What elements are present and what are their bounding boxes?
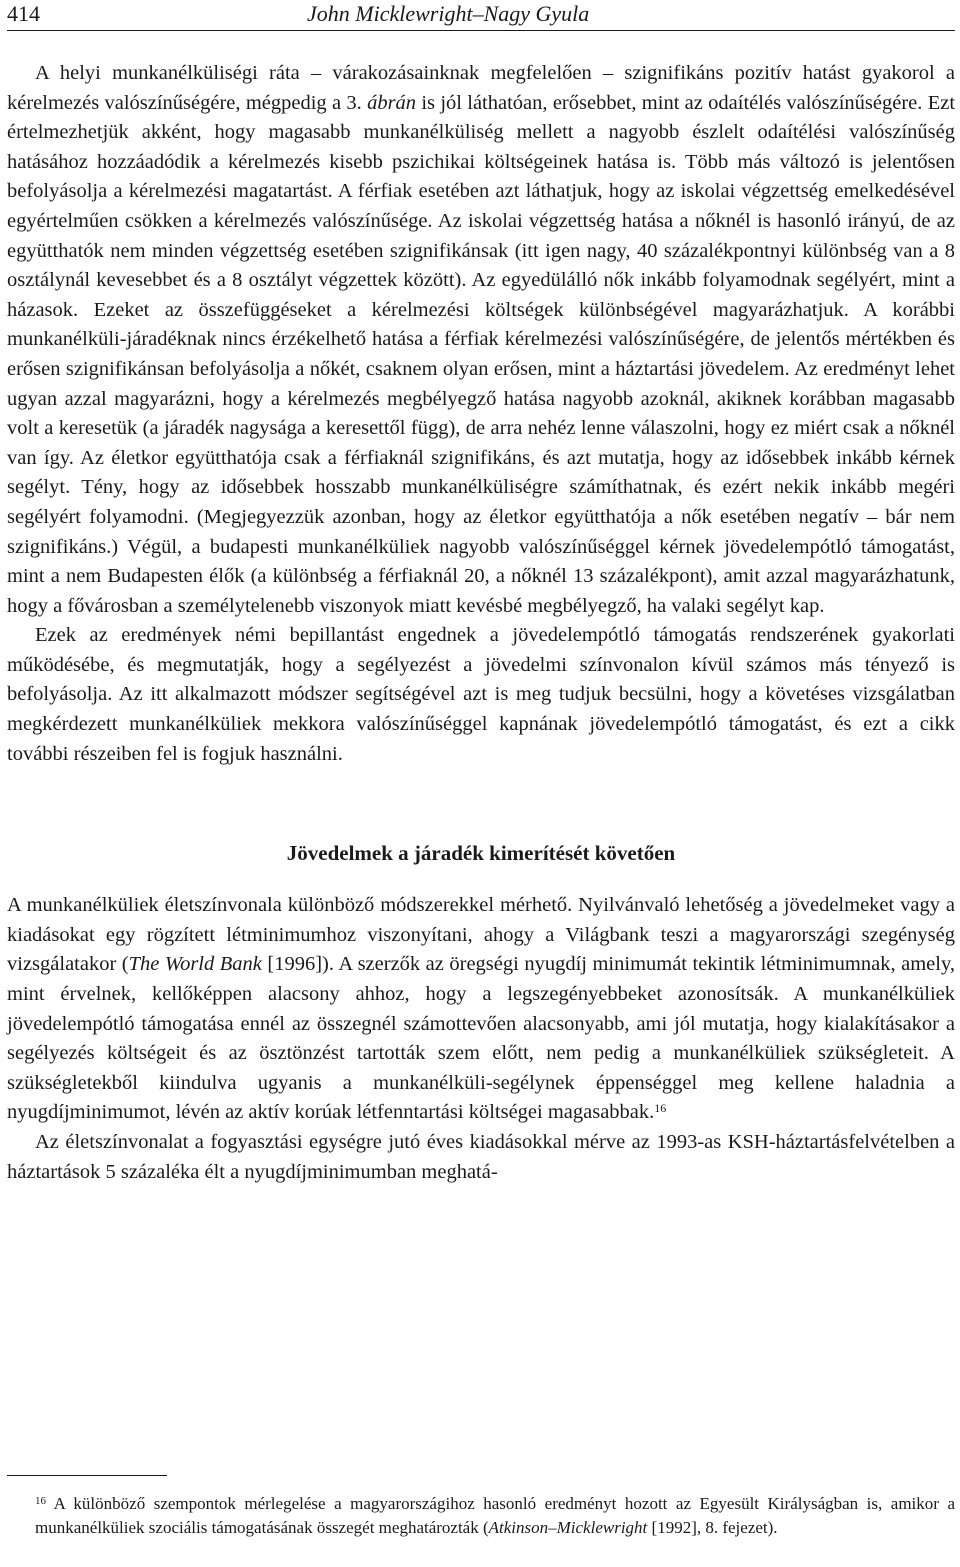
footnote-text-c: [1992], 8. fejezet).: [647, 1518, 778, 1537]
header-rule: [7, 30, 955, 31]
footnote-area: [7, 1475, 955, 1540]
footnote-reference[interactable]: 16: [654, 1101, 667, 1116]
footnote-rule: [7, 1475, 167, 1476]
paragraph-1-text-c: is jól láthatóan, erősebbet, mint az odaítélés valószínűségére. Ezt értelmezhetjük akként, hogy magasabb munkanélküliség mellett a nagyobb észlelt odaítélési valószínűség hatásához hozzáadódik a kérelmezés kisebb pszichikai költségeinek hatása is. Több más változó is jelentősen befolyásolja a kérelmezési magatartást. A férfiak esetében azt láthatjuk, hogy az iskolai végzettség emelkedésével egyértelműen csökken a kérelmezés valószínűsége. Az iskolai végzettség hatása a nőknél is hasonló irányú, de az együtthatók nem minden végzettség esetében szignifikánsak (itt igen nagy, 40 százalékpontnyi különbség van a 8 osztálynál kevesebbet és a 8 osztályt végzettek között). Az egyedülálló nők inkább folyamodnak segélyért, mint a házasok. Ezeket az összefüggéseket a kérelmezési költségek különbségével magyarázhatjuk. A korábbi munkanélküli-járadéknak nincs érzékelhető hatása a férfiak kérelmezési valószínűségére, de jelentős mértékben és erősen szignifikánsan befolyásolja a nőkét, csaknem olyan erősen, mint a háztartási jövedelem. Az eredményt lehet ugyan azzal magyarázni, hogy a kérelmezés megbélyegző hatása nagyobb azoknál, akiknek korábban magasabb volt a keresetük (a járadék nagysága a keresettől függ), de arra nehéz lenne válaszolni, hogy ez miért csak a nőknél van így. Az életkor együtthatója csak a férfiaknál szignifikáns, és azt mutatja, hogy az idősebbek inkább kérnek segélyt. Tény, hogy az idősebbek hosszabb munkanélküliségre számíthatnak, és ezért nekik inkább megéri segélyért folyamodni. (Megjegyezzük azonban, hogy az életkor együtthatója a nők esetében negatív – bár nem szignifikáns.) Végül, a budapesti munkanélküliek nagyobb valószínűséggel kérnek jövedelempótló támogatást, mint a nem Budapesten élők (a különbség a férfiaknál 20, a nőknél 13 százalékpont), amit azzal magyarázhatunk, hogy a fővárosban a személytelenebb viszonyok miatt kevésbé megbélyegző, ha valaki segélyt kap.: [7, 91, 956, 617]
section-paragraph-1-citation: The World Bank: [128, 953, 262, 976]
section-heading: Jövedelmek a járadék kimerítését követően: [286, 841, 676, 866]
footnote-citation: Atkinson–Micklewright: [488, 1518, 648, 1537]
section-paragraph-1-text-c: [1996]). A szerzők az öregségi nyugdíj minimumát tekintik létminimumnak, amely, mint érvelnek, kellőképpen alacsony ahhoz, hogy a legszegényebbeket azonosítsák. A munkanélküliek jövedelempótló támogatása ennél az összegnél számottevően alacsonyabb, ami jól mutatja, hogy kialakításakor a segélyezés költségeit és az ösztönzést tartották szem előtt, nem pedig a munkanélküliek szükségleteit. A szükségletekből kiindulva ugyanis a munkanélküli-segélynek éppenséggel meg kellene haladnia a nyugdíjminimumot, lévén az aktív korúak létfenntartási költségei magasabbak.: [7, 953, 955, 1124]
paragraph-1: [7, 59, 955, 621]
section-spacer-below: [7, 867, 955, 891]
paragraph-1-text-a: A helyi munkanélküliségi ráta – várakozásainknak megfelelően – szignifikáns pozitív hatást gyakorol a kérelmezés valószínűségére, mégpedig a 3.: [7, 62, 955, 114]
body-text: [7, 59, 955, 1187]
paragraph-1-figure-ref: ábrán: [367, 91, 417, 114]
running-head: [7, 0, 955, 30]
section-paragraph-1-text-a: A munkanélküliek életszínvonala különböző módszerekkel mérhető. Nyilvánvaló lehetőség a jövedelmeket vagy a kiadásokat egy rögzített létminimumhoz viszonyítani, ahogy a Világbank teszi a magyarországi szegénység vizsgálatakor (: [7, 894, 955, 976]
running-head-authors: John Micklewright–Nagy Gyula: [307, 1, 590, 26]
footnote-text-a: A különböző szempontok mérlegelése a magyarországihoz hasonló eredményt hozott az Egyesült Királyságban is, amikor a munkanélküliek szociális támogatásának összegét meghatározták (: [35, 1494, 955, 1537]
footnote-number: 16: [35, 1495, 46, 1507]
footnote-16: [7, 1492, 955, 1540]
section-paragraph-2: Az életszínvonalat a fogyasztási egységre jutó éves kiadásokkal mérve az 1993-as KSH-háztartásfelvételben a háztartások 5 százaléka élt a nyugdíjminimumban meghatá-: [7, 1131, 955, 1183]
section-paragraph-1: [7, 891, 955, 1128]
section-spacer: [7, 769, 955, 839]
page-number: 414: [7, 1, 40, 26]
paragraph-2: Ezek az eredmények némi bepillantást engednek a jövedelempótló támogatás rendszerének gyakorlati működésébe, és megmutatják, hogy a segélyezést a jövedelmi színvonalon kívül számos más tényező is befolyásolja. Az itt alkalmazott módszer segítségével azt is meg tudjuk becsülni, hogy a követéses vizsgálatban megkérdezett munkanélküliek mekkora valószínűséggel kapnának jövedelempótló támogatást, és ezt a cikk további részeiben fel is fogjuk használni.: [7, 624, 955, 765]
